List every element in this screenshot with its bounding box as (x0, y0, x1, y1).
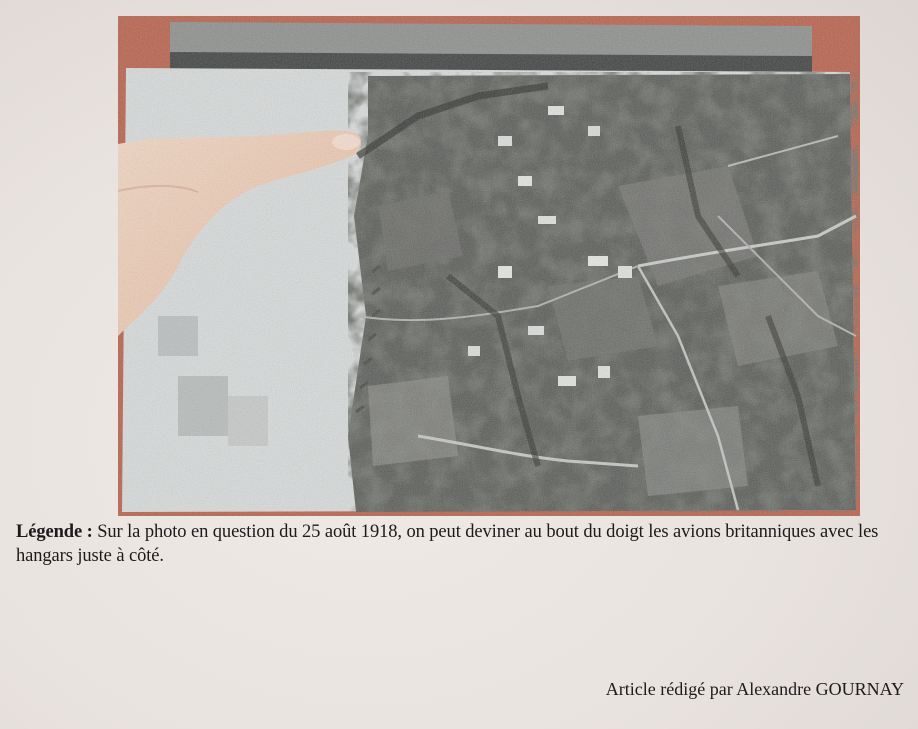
photo-caption (16, 520, 896, 568)
article-byline: Article rédigé par Alexandre GOURNAY (605, 679, 904, 699)
caption-label: Légende : (16, 522, 93, 542)
caption-text: Sur la photo en question du 25 août 1918, on peut deviner au bout du doigt les avions britanniques avec les hangars juste à côté. (16, 522, 879, 566)
aerial-photo (118, 16, 860, 516)
